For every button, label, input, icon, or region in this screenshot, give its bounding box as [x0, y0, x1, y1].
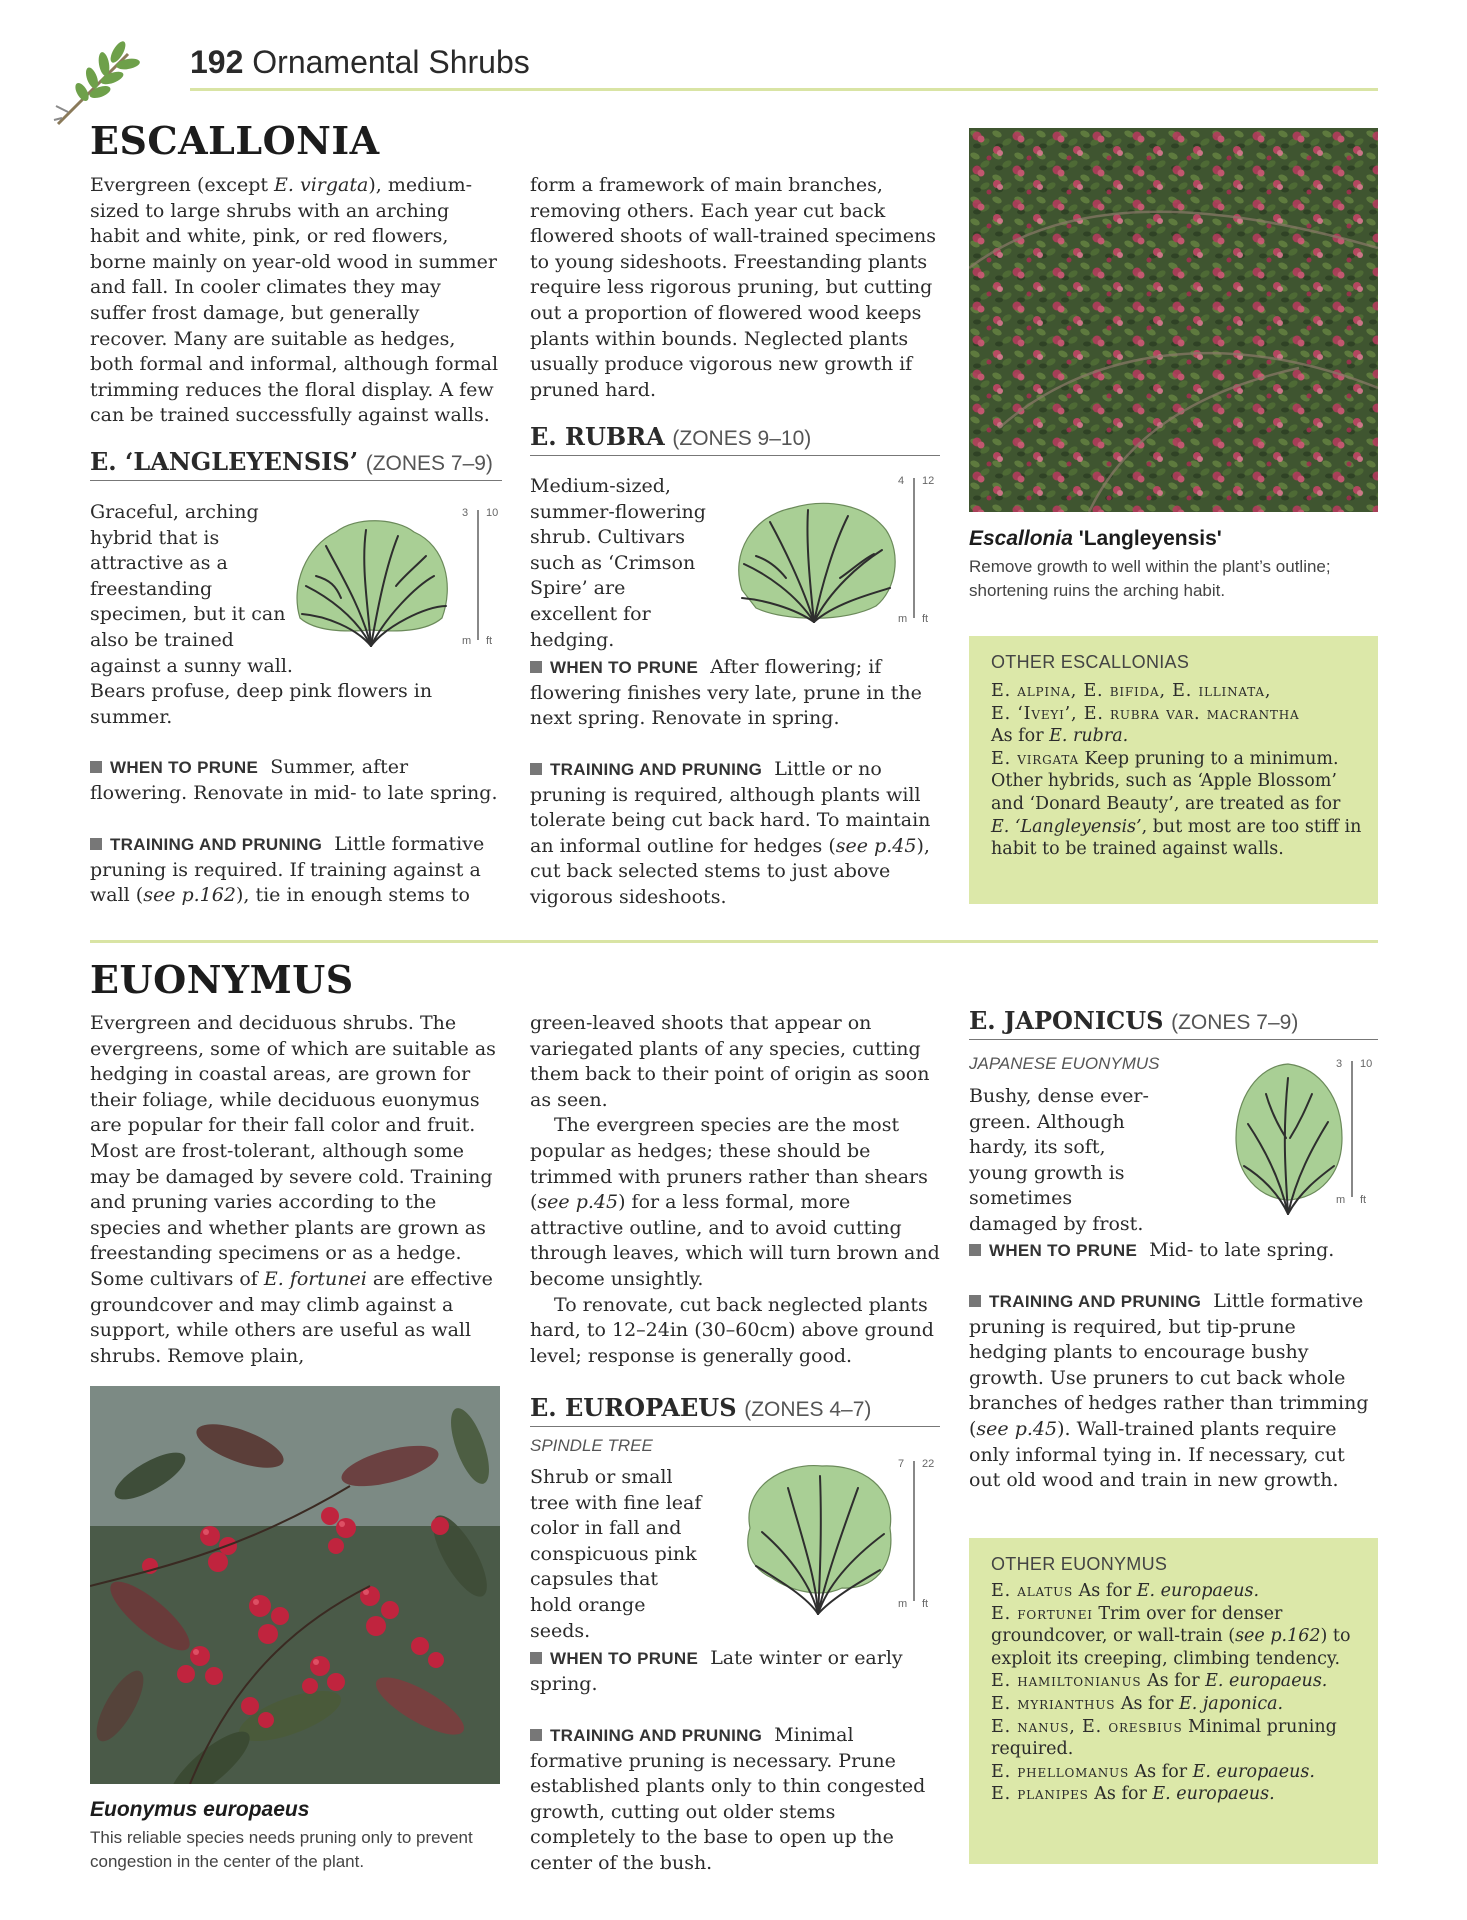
japonicus-scale: 3 10 m ft [1336, 1058, 1373, 1206]
euonymus-title: EUONYMUS [90, 957, 354, 1002]
escallonia-photo-caption-title: Escallonia 'Langleyensis' [969, 527, 1222, 550]
japonicus-common-name: JAPANESE EUONYMUS [969, 1054, 1160, 1073]
rubra-shrub-illustration [726, 494, 902, 630]
list-item: E. fortunei Trim over for denser groundcover, or wall-train (see p.162) to exploit its creeping, climbing tendency. [991, 1603, 1351, 1669]
bullet-square-icon [530, 661, 542, 673]
euonymus-intro: Evergreen and deciduous shrubs. The evergreens, some of which are suitable as hedging in coastal areas, are grown for their foliage, while deciduous euonymus are popular for their fall color and fruit. Most are frost-tolerant, although some may be damaged by severe cold. Training and pruning varies according to the species and whether plants are grown as freestanding specimens or as a hedge. Some cultivars of E. fortunei are effective groundcover and may climb against a support, while others are useful as wall shrubs. Remove plain, [90, 1012, 496, 1367]
bullet-square-icon [530, 763, 542, 775]
list-item: E. alatus As for E. europaeus. [991, 1581, 1260, 1601]
rubra-description: Medium-sized, summer-flowering shrub. Cultivars such as ‘Crimson Spire’ are excellent for hedging. [530, 474, 942, 653]
euonymus-photo-caption-text: This reliable species needs pruning only to prevent congestion in the center of the plant. [90, 1828, 473, 1871]
langleyensis-description: Graceful, arching hybrid that is attractive as a freestanding specimen, but it can also be trained against a sunny wall. Bears profuse, deep pink flowers in summer. [90, 500, 510, 730]
rubra-when: WHEN TO PRUNE After flowering; if flowering finishes very late, prune in the next spring. Renovate in spring. [530, 656, 922, 730]
japonicus-heading: E. JAPONICUS (ZONES 7–9) [969, 1006, 1378, 1040]
europaeus-when: WHEN TO PRUNE Late winter or early spring. [530, 1647, 903, 1695]
list-item: E. hamiltonianus As for E. europaeus. [991, 1671, 1328, 1692]
escallonia-intro: Evergreen (except E. virgata), medium-sized to large shrubs with an arching habit and white, pink, or red flowers, borne mainly on year-old wood in summer and fall. In cooler climates they may suffer frost damage, but generally recover. Many are suitable as hedges, both formal and informal, although formal trimming reduces the floral display. A few can be trained successfully against walls. [90, 174, 499, 427]
europaeus-description: Shrub or small tree with fine leaf color in fall and conspicuous pink capsules that hold orange seeds. [530, 1465, 942, 1644]
list-item: E. planipes As for E. europaeus. [991, 1784, 1275, 1805]
escallonia-photo-caption-text: Remove growth to well within the plant’s outline; shortening ruins the arching habit. [969, 557, 1331, 600]
escallonia-col2-text: form a framework of main branches, removing others. Each year cut back flowered shoots of wall-trained specimens to young sideshoots. Freestanding plants require less rigorous pruning, but cutting out a proportion of flowered wood keeps plants within bounds. Neglected plants usually produce vigorous new growth if pruned hard. [530, 174, 937, 401]
other-euonymus-box [969, 1538, 1378, 1864]
bullet-square-icon [969, 1244, 981, 1256]
bullet-square-icon [90, 761, 102, 773]
escallonia-title: ESCALLONIA [90, 118, 380, 163]
europaeus-heading: E. EUROPAEUS (ZONES 4–7) [530, 1393, 940, 1427]
page-header [190, 44, 530, 81]
other-escallonias-box [969, 636, 1378, 904]
langleyensis-training: TRAINING AND PRUNING Little formative pruning is required. If training against a wall (see p.162), tie in enough stems to [90, 833, 485, 907]
langleyensis-when: WHEN TO PRUNE Summer, after flowering. Renovate in mid- to late spring. [90, 756, 498, 804]
japonicus-training: TRAINING AND PRUNING Little formative pruning is required, but tip-prune hedging plants to encourage bushy growth. Use pruners to cut back whole branches of hedges rather than trimming (see p.45). Wall-trained plants require only informal tying in. If necessary, cut out old wood and train in new growth. [969, 1290, 1369, 1492]
euonymus-photo [90, 1386, 500, 1784]
bullet-square-icon [530, 1729, 542, 1741]
escallonia-photo [969, 128, 1378, 512]
list-item: E. ‘Iveyi’, E. rubra var. macrantha [991, 703, 1300, 724]
bullet-square-icon [530, 1652, 542, 1664]
other-euonymus-list [991, 1580, 1363, 1806]
japonicus-when: WHEN TO PRUNE Mid- to late spring. [969, 1238, 1378, 1264]
list-item: E. nanus, E. oresbius Minimal pruning required. [991, 1716, 1337, 1760]
list-item: E. virgata Keep pruning to a minimum. [991, 748, 1339, 769]
list-item: As for E. rubra. [991, 726, 1129, 747]
bullet-square-icon [969, 1295, 981, 1307]
header-branch-icon [48, 34, 140, 126]
europaeus-scale: 7 22 m ft [898, 1458, 935, 1610]
list-item: E. alpina, E. bifida, E. illinata, [991, 681, 1272, 701]
other-escallonias-title: OTHER ESCALLONIAS [991, 652, 1190, 672]
euonymus-photo-caption-title: Euonymus europaeus [90, 1798, 310, 1821]
langleyensis-heading: E. ‘LANGLEYENSIS’ (ZONES 7–9) [90, 447, 502, 481]
header-rule [190, 88, 1378, 91]
europaeus-shrub-illustration [732, 1458, 902, 1618]
rubra-scale: 4 12 m ft [898, 475, 935, 625]
bullet-square-icon [90, 838, 102, 850]
rubra-training: TRAINING AND PRUNING Little or no pruning is required, although plants will tolerate being cut back hard. To maintain an informal outline for hedges (see p.45), cut back selected stems to just above vigorous sideshoots. [530, 758, 931, 908]
chapter-title: Ornamental Shrubs [252, 44, 530, 80]
other-escallonias-list [991, 680, 1363, 861]
list-item: E. phellomanus As for E. europaeus. [991, 1761, 1315, 1782]
rubra-heading: E. RUBRA (ZONES 9–10) [530, 422, 940, 456]
list-item: Other hybrids, such as ‘Apple Blossom’ and ‘Donard Beauty’, are treated as for E. ‘Langleyensis’, but most are too stiff in habit to be trained against walls. [991, 771, 1362, 860]
langleyensis-shrub-illustration [286, 506, 456, 652]
list-item: E. myrianthus As for E. japonica. [991, 1693, 1284, 1714]
euonymus-col2-text: green-leaved shoots that appear on variegated plants of any species, cutting them back to their point of origin as soon as seen. The evergreen species are the most popular as hedges; these should be trimmed with pruners rather than shears (see p.45) for a less formal, more attractive outline, and to avoid cutting through leaves, which will turn brown and become unsightly. To renovate, cut back neglected plants hard, to 12–24in (30–60cm) above ground level; response is generally good. [530, 1012, 940, 1367]
japonicus-shrub-illustration [1230, 1058, 1348, 1218]
other-euonymus-title: OTHER EUONYMUS [991, 1554, 1168, 1574]
langleyensis-scale: 3 10 m ft [462, 507, 499, 647]
page-number: 192 [190, 44, 244, 80]
europaeus-common-name: SPINDLE TREE [530, 1436, 653, 1455]
japonicus-description: Bushy, dense ever-green. Although hardy, its soft, young growth is sometimes damaged by frost. [969, 1084, 1381, 1238]
europaeus-training: TRAINING AND PRUNING Minimal formative pruning is necessary. Prune established plants only to thin congested growth, cutting out older stems completely to the base to open up the center of the bush. [530, 1724, 926, 1874]
section-divider [90, 940, 1378, 943]
